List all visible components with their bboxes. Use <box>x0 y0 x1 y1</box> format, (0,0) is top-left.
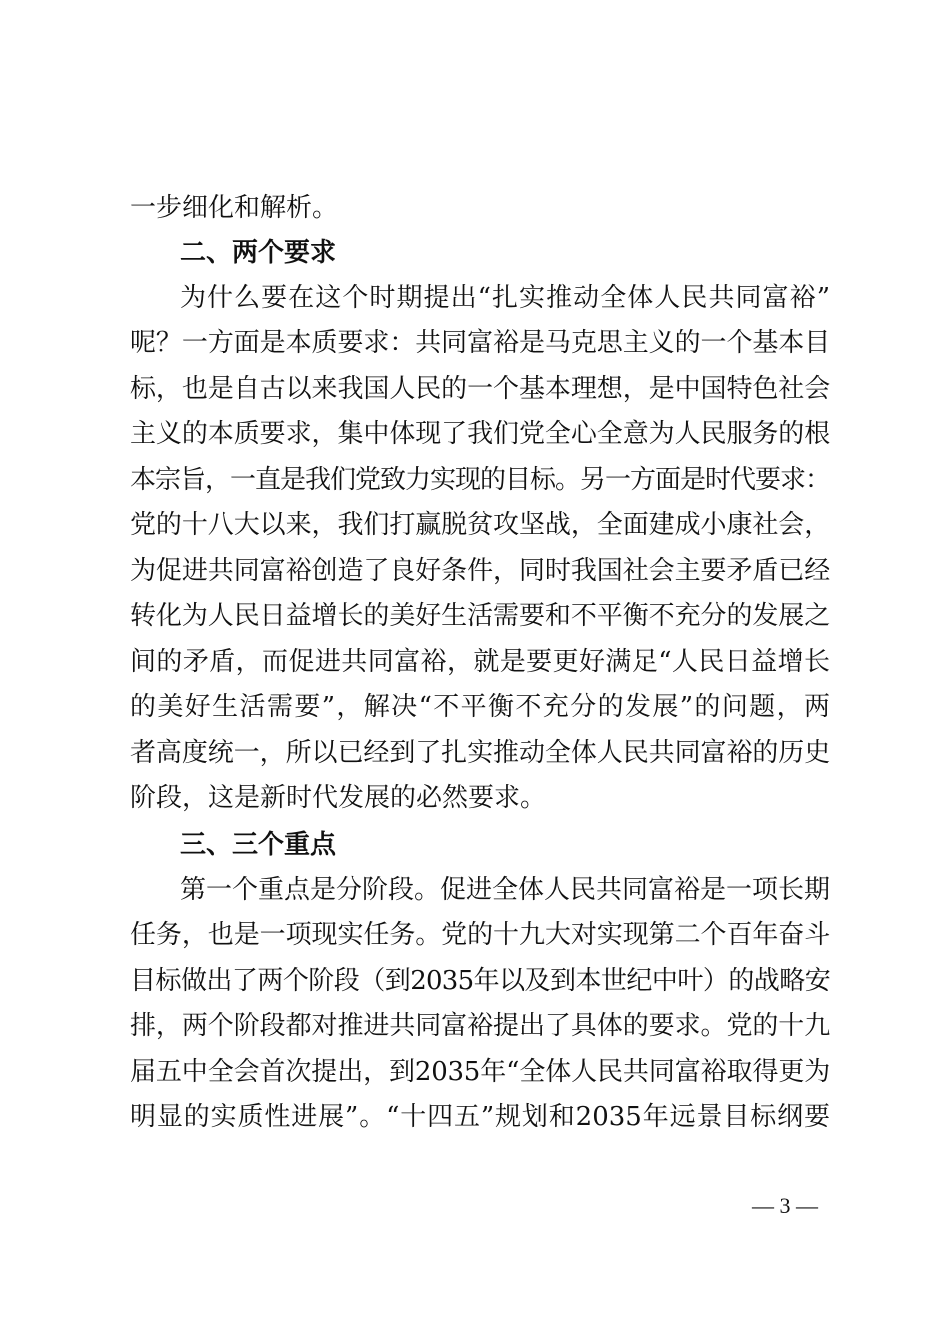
body-text-line: 一步细化和解析。 <box>130 193 339 223</box>
body-text-line: 排，两个阶段都对推进共同富裕提出了具体的要求。党的十九 <box>130 1011 830 1041</box>
body-text-line: 党的十八大以来，我们打赢脱贫攻坚战，全面建成小康社会， <box>130 510 830 540</box>
body-text-line: 本宗旨，一直是我们党致力实现的目标。另一方面是时代要求： <box>130 465 831 495</box>
body-text-line: 阶段，这是新时代发展的必然要求。 <box>130 783 547 813</box>
body-text-line: 主义的本质要求，集中体现了我们党全心全意为人民服务的根 <box>130 419 830 449</box>
body-text-line: 目标做出了两个阶段（到2035年以及到本世纪中叶）的战略安 <box>130 966 830 996</box>
section-heading-three-focuses: 三、三个重点 <box>180 830 337 860</box>
body-text-line: 转化为人民日益增长的美好生活需要和不平衡不充分的发展之 <box>130 601 830 631</box>
body-text-line: 呢？一方面是本质要求：共同富裕是马克思主义的一个基本目 <box>130 328 830 358</box>
section-heading-two-requirements: 二、两个要求 <box>180 238 337 268</box>
body-text-line: 间的矛盾，而促进共同富裕，就是要更好满足“人民日益增长 <box>130 647 830 677</box>
body-text-line: 者高度统一，所以已经到了扎实推动全体人民共同富裕的历史 <box>130 738 830 768</box>
body-text-line: 为促进共同富裕创造了良好条件，同时我国社会主要矛盾已经 <box>130 556 830 586</box>
body-text-line: 的美好生活需要”，解决“不平衡不充分的发展”的问题，两 <box>130 692 830 722</box>
page-number: — 3 — <box>752 1193 818 1218</box>
body-text-line: 届五中全会首次提出，到2035年“全体人民共同富裕取得更为 <box>130 1057 830 1087</box>
body-text-line: 任务，也是一项现实任务。党的十九大对实现第二个百年奋斗 <box>130 920 830 950</box>
body-text-line: 标，也是自古以来我国人民的一个基本理想，是中国特色社会 <box>130 374 830 404</box>
body-text-line: 明显的实质性进展”。“十四五”规划和2035年远景目标纲要 <box>130 1102 830 1132</box>
body-text-line: 第一个重点是分阶段。促进全体人民共同富裕是一项长期 <box>180 875 831 905</box>
body-text-line: 为什么要在这个时期提出“扎实推动全体人民共同富裕” <box>180 283 830 313</box>
